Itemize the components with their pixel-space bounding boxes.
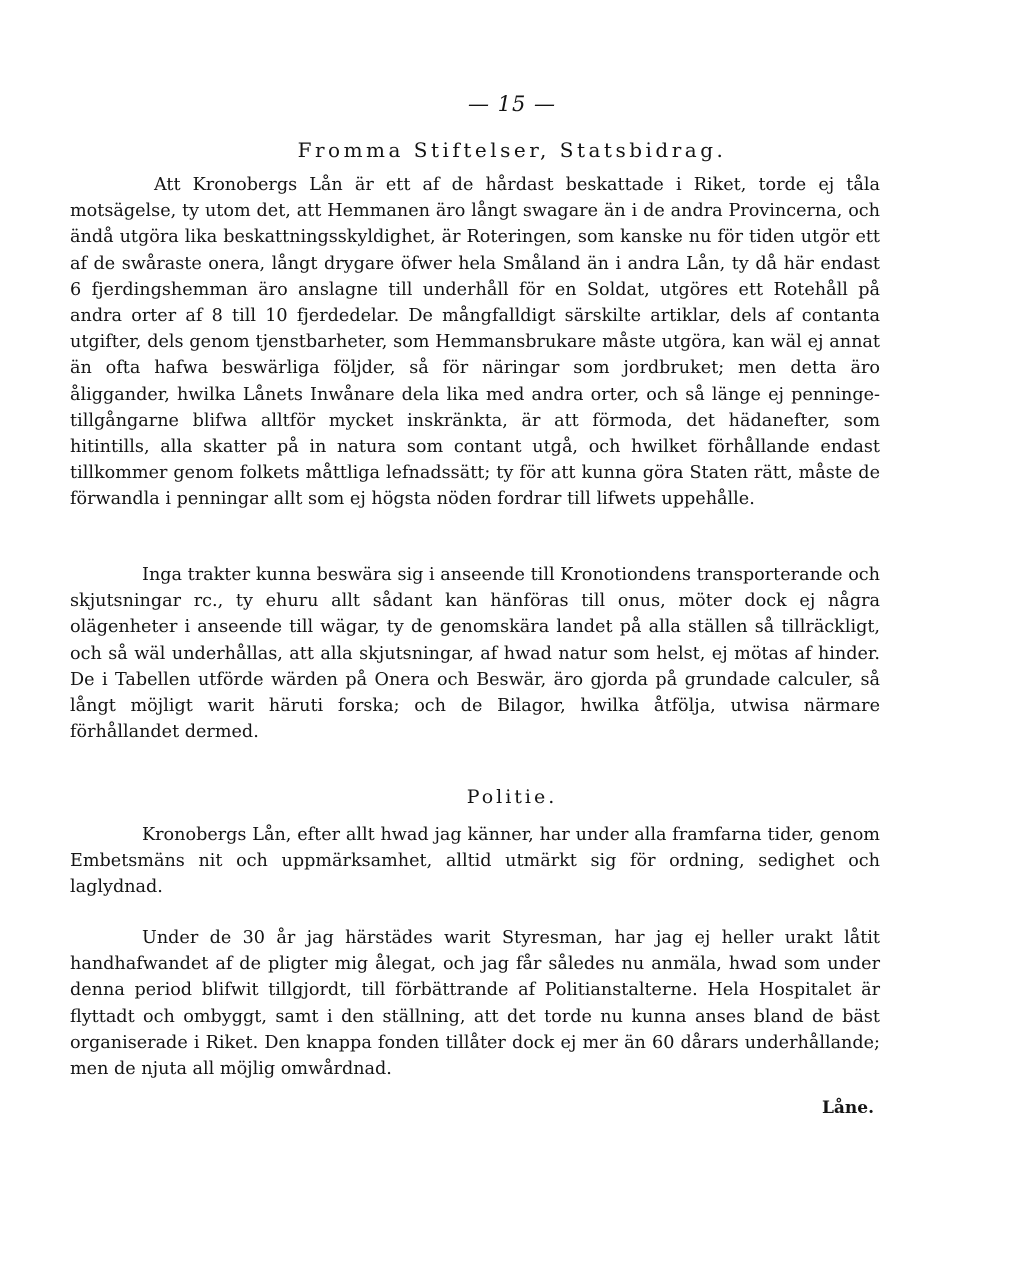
- section-heading: Fromma Stiftelser, Statsbidrag.: [297, 138, 727, 162]
- body-paragraph: Att Kronobergs Lån är ett af de hårdast beskattade i Riket, torde ej tåla motsägelse, ty utom det, att Hemmanen äro långt swagare än i de andra Provincerna, och ändå utgöra lika beskattningsskyldighet, är Roteringen, som kanske nu för tiden utgör ett af de swåraste onera, långt drygare öfwer hela Småland än i andra Lån, ty då här endast 6 fjerdingshemman äro anslagne till underhåll för en Soldat, utgöres ett Rotehåll på andra orter af 8 till 10 fjerdedelar. De mångfalldigt särskilte artiklar, dels af contanta utgifter, dels genom tjenstbarheter, som Hemmansbrukare måste utgöra, kan wäl ej annat än ofta hafwa beswärliga följder, så för näringar som jordbruket; men detta äro åliggander, hwilka Lånets Inwånare dela lika med andra orter, och så länge ej penninge-tillgångarne blifwa alltför mycket inskränkta, är att förmoda, det hädanefter, som hitintills, alla skatter på in natura som contant utgå, och hwilket förhållande endast tillkommer genom folkets måttliga lefnadssätt; ty för att kunna göra Staten rätt, måste de förwandla i penningar allt som ej högsta nöden fordrar till lifwets uppehålle.: [70, 175, 880, 510]
- body-paragraph: Under de 30 år jag härstädes warit Styresman, har jag ej heller urakt låtit handhafwandet af de pligter mig ålegat, och jag får således nu anmäla, hwad som under denna period blifwit tillgjordt, till förbättrande af Politianstalterne. Hela Hospitalet är flyttadt och ombyggt, samt i den ställning, att det torde nu kunna anses bland de bäst organiserade i Riket. Den knappa fonden tillåter dock ej mer än 60 dårars underhållande; men de njuta all möjlig omwårdnad.: [70, 928, 880, 1080]
- catchword: Låne.: [821, 1098, 874, 1118]
- body-paragraph: Inga trakter kunna beswära sig i anseende till Kronotiondens transporterande och skjutsningar rc., ty ehuru allt sådant kan hänföras till onus, möter dock ej några olägenheter i anseende till wägar, ty de genomskära landet på alla ställen så tillräckligt, och så wäl underhållas, att alla skjutsningar, af hwad natur som helst, ej mötas af hinder. De i Tabellen utförde wärden på Onera och Beswär, äro gjorda på grundade calculer, så långt möjligt warit häruti forska; och de Bilagor, hwilka åtfölja, utwisa närmare förhållandet dermed.: [70, 565, 880, 743]
- page-number: — 15 —: [467, 92, 557, 116]
- section-title-politie: Politie.: [466, 786, 558, 808]
- body-paragraph: Kronobergs Lån, efter allt hwad jag känner, har under alla framfarna tider, genom Embetsmäns nit och uppmärksamhet, alltid utmärkt sig för ordning, sedighet och laglydnad.: [70, 825, 880, 898]
